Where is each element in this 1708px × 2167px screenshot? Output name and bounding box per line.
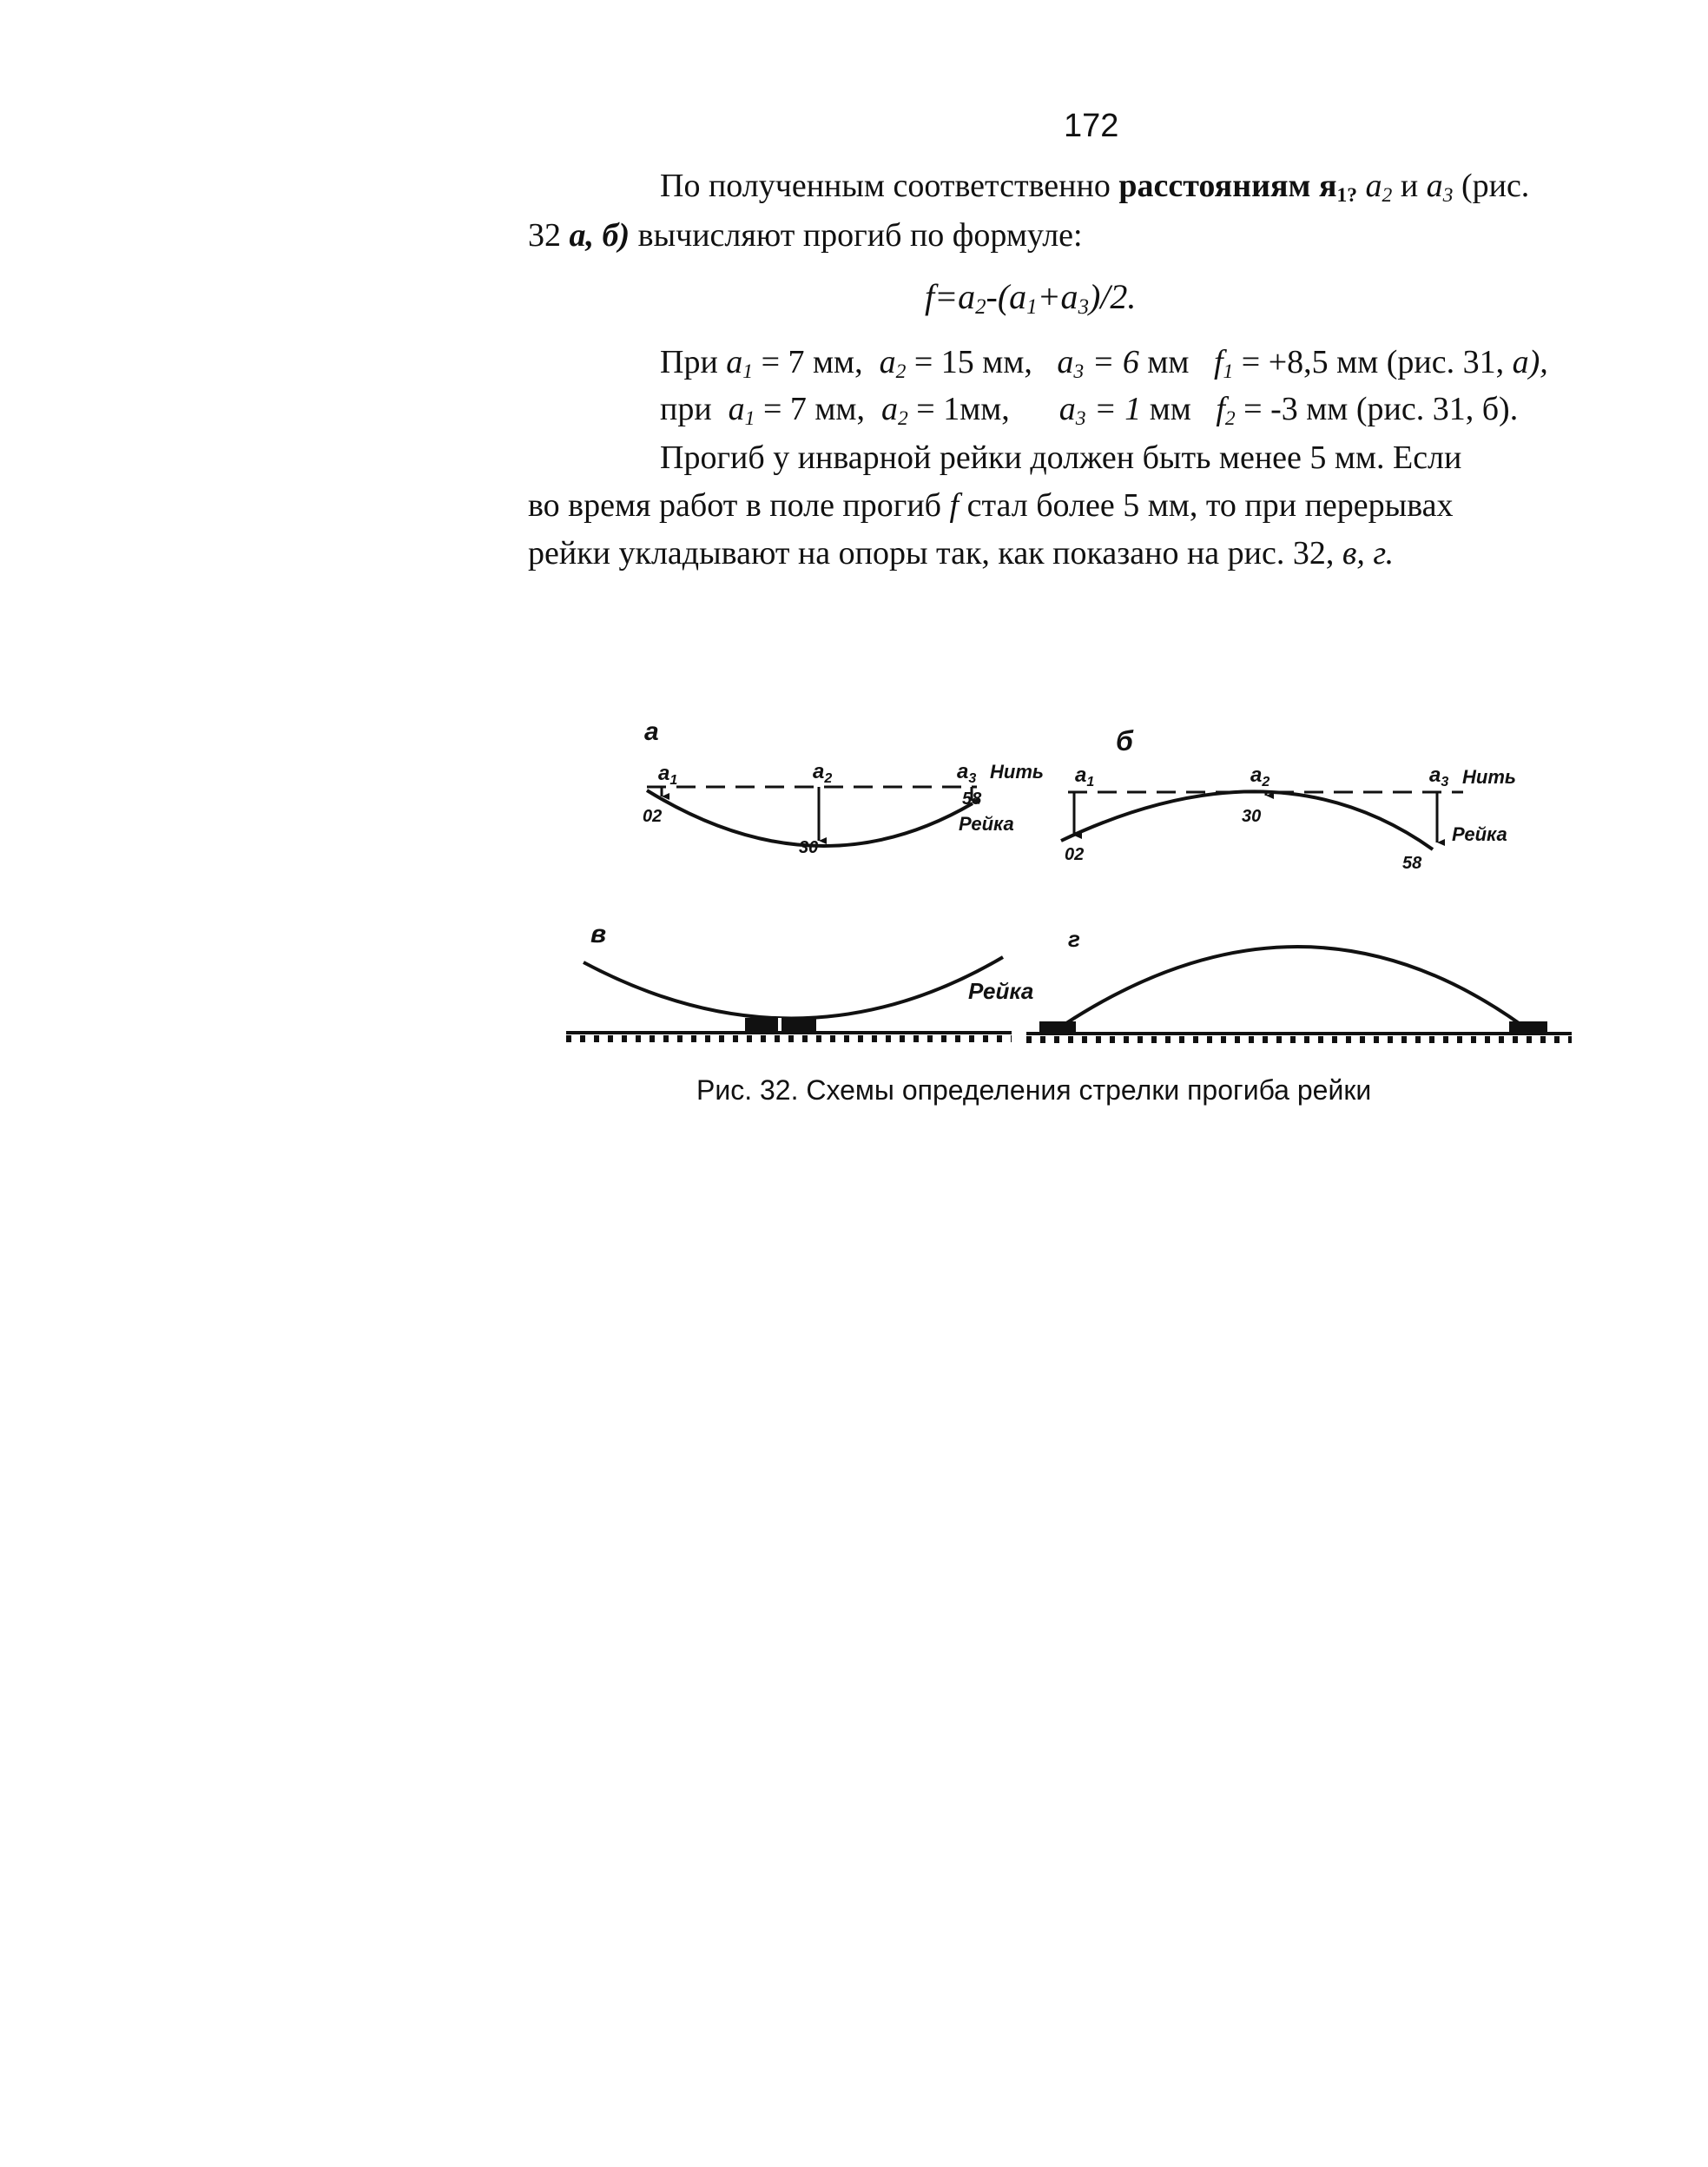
rail-label-a: Рейка	[959, 813, 1014, 835]
a3-label-b: $a_3$	[1429, 763, 1449, 790]
page-number: 172	[1064, 108, 1119, 144]
example-line-2: при $a_1 = 7$ мм, $a_2 = 1мм$, $a_3 = 1$ мм $f_2 = -3$ мм (рис. 31, б).	[660, 391, 1519, 430]
a3-label-a: $a_3$	[957, 760, 977, 786]
p1-l2-ref: а, б)	[569, 217, 630, 254]
value-58-a: 58	[962, 790, 982, 809]
p1-a3: $a_3$	[1426, 168, 1454, 207]
value-02-a: 02	[643, 807, 663, 826]
panel-g	[1026, 926, 1572, 1040]
panel-a	[643, 717, 1044, 857]
figure-caption: Рис. 32. Схемы определения стрелки прогиба рейки	[696, 1074, 1372, 1106]
panel-v-label: в	[590, 920, 607, 948]
p1-text-3: $я_{1?}$	[1318, 168, 1358, 207]
panel-a-label: а	[644, 717, 659, 746]
p1-text-2: расстояниям	[1118, 168, 1311, 204]
value-02-b: 02	[1065, 845, 1085, 864]
p1-and: и	[1400, 168, 1419, 204]
p1-text-1: По полученным соответственно	[660, 168, 1111, 204]
formula: $f=a_2-(a_1+a_3)/2$.	[925, 277, 1137, 320]
a2-label-b: $a_2$	[1250, 763, 1270, 790]
thread-label-a: Нить	[990, 761, 1044, 783]
a2-label-a: $a_2$	[813, 760, 833, 786]
a1-label-a: $a_1$	[658, 762, 678, 788]
panel-b-label: б	[1116, 725, 1133, 756]
thread-label-b: Нить	[1462, 766, 1516, 788]
rail-label-b: Рейка	[1452, 823, 1507, 845]
paragraph3-line1: Прогиб у инварной рейки должен быть менее 5 мм. Если	[660, 439, 1462, 476]
p1-a2: $a_2$	[1365, 168, 1393, 207]
rail-curve-v	[584, 957, 1003, 1019]
example-line-1: При $a_1 = 7$ мм, $a_2 = 15$ мм, $a_3 = 6$ мм $f_1 = +8,5$ мм (рис. 31, а),	[660, 344, 1548, 383]
paragraph3-line2: во время работ в поле прогиб f стал более 5 мм, то при перерывах	[528, 487, 1454, 524]
panel-b	[1061, 725, 1516, 873]
rail-label-v: Рейка	[968, 978, 1034, 1004]
a1-label-b: $a_1$	[1075, 763, 1095, 790]
p1-l2-text: вычисляют прогиб по формуле:	[637, 217, 1083, 254]
p1-ref: (рис.	[1461, 168, 1530, 204]
support-v-gap	[778, 1018, 781, 1032]
support-g-left	[1039, 1021, 1076, 1034]
value-30-b: 30	[1242, 807, 1262, 826]
value-30-a: 30	[799, 838, 819, 857]
value-58-b: 58	[1402, 854, 1422, 873]
panel-v	[566, 920, 1033, 1039]
support-g-right	[1509, 1021, 1547, 1034]
panel-g-label: г	[1068, 926, 1080, 952]
rail-curve-g	[1064, 947, 1521, 1025]
p1-l2-num: 32	[528, 217, 561, 254]
paragraph3-line3: рейки укладывают на опоры так, как показано на рис. 32, в, г.	[528, 535, 1395, 571]
